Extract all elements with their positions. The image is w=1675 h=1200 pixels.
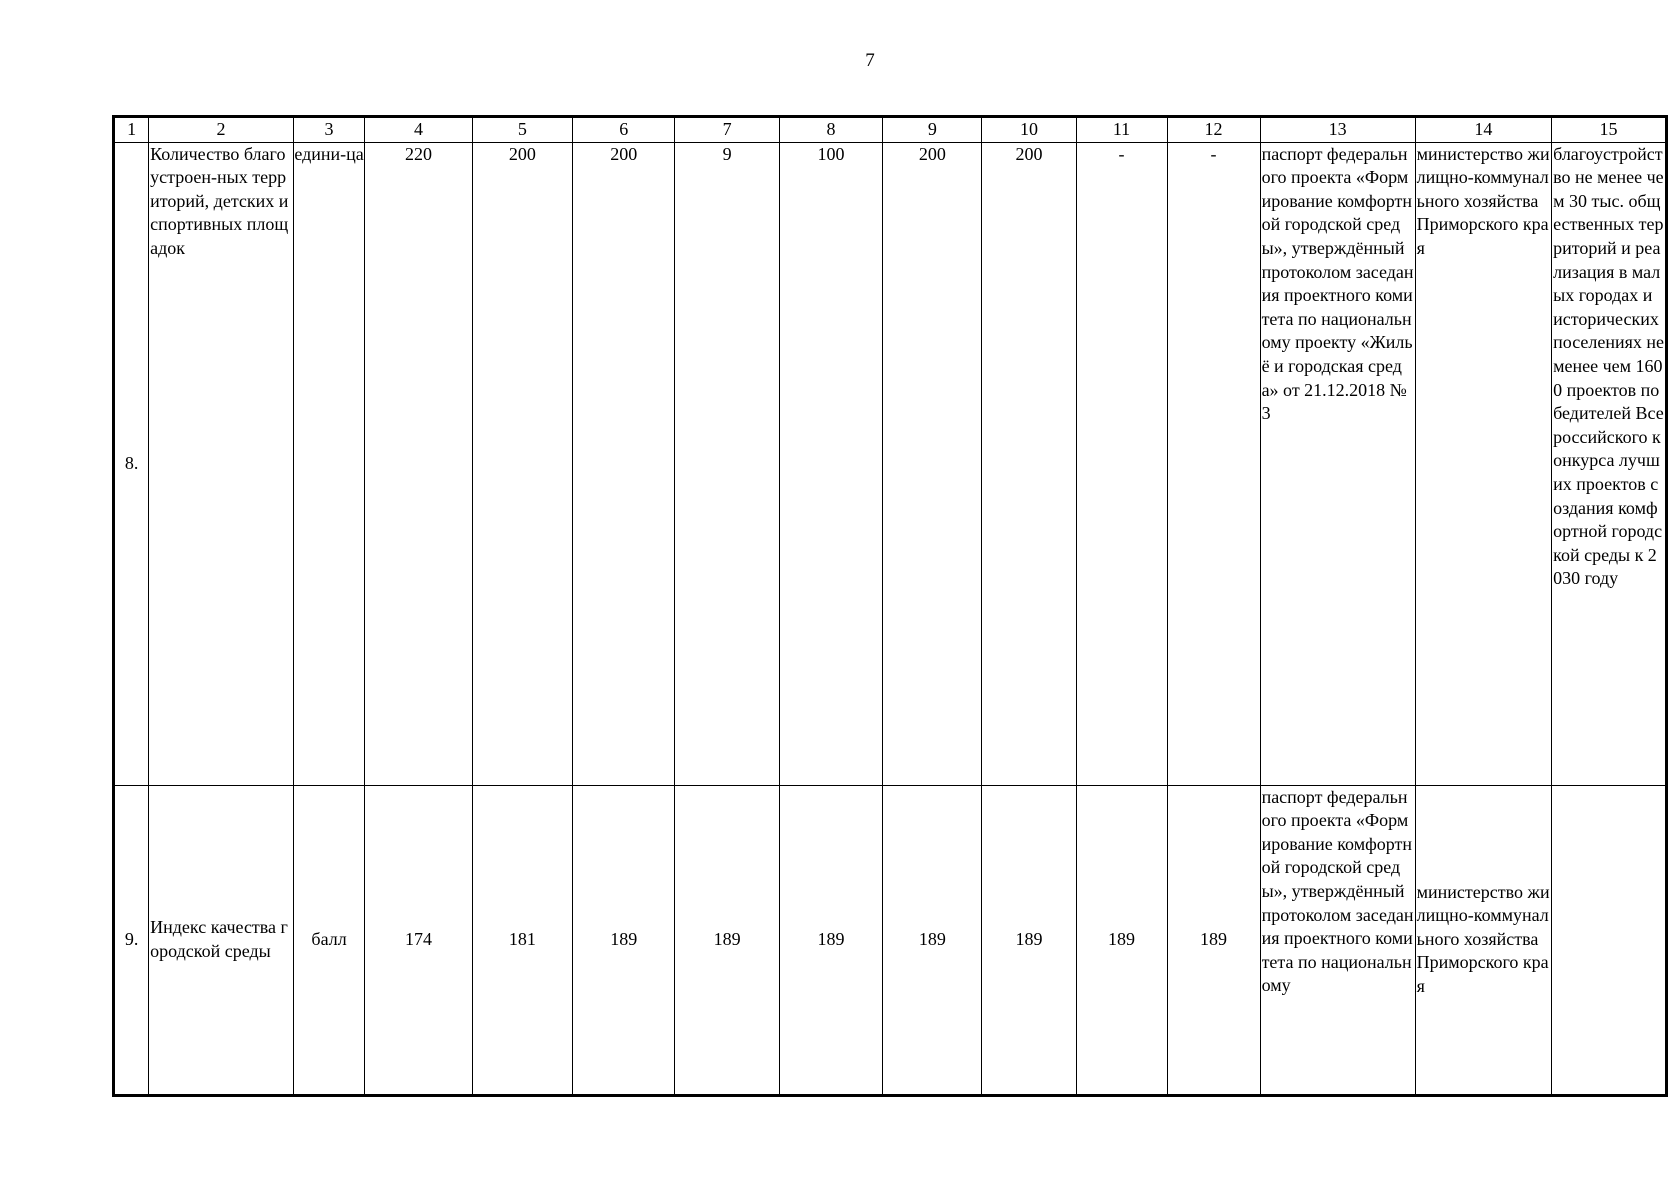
column-number-cell: 13	[1260, 117, 1415, 143]
value-cell: 189	[883, 785, 982, 1095]
row-number: 8.	[114, 142, 149, 785]
indicator-name: Количество благоустроен-ных территорий, детских и спортивных площадок	[149, 142, 294, 785]
value-cell: 200	[472, 142, 572, 785]
value-cell: 189	[1167, 785, 1260, 1095]
column-number-cell: 3	[293, 117, 364, 143]
value-cell: -	[1076, 142, 1167, 785]
value-cell: 189	[779, 785, 882, 1095]
table-row	[114, 785, 1667, 1095]
source-document-text: паспорт федерального проекта «Формирование комфортной городской среды», утверждённый протоколом заседания проектного комитета по национальному	[1261, 786, 1414, 996]
source-document-cell: паспорт федерального проекта «Формирование комфортной городской среды», утверждённый протоколом заседания проектного комитета по национальному проекту «Жильё и городская среда» от 21.12.2018 № 3	[1260, 142, 1415, 785]
responsible-body-cell: министерство жилищно-коммунального хозяйства Приморского края	[1415, 142, 1551, 785]
page-number: 7	[865, 50, 875, 71]
column-number-cell: 2	[149, 117, 294, 143]
value-cell: 189	[982, 785, 1076, 1095]
column-number-cell: 9	[883, 117, 982, 143]
value-cell: 9	[675, 142, 779, 785]
column-number-cell: 6	[573, 117, 675, 143]
column-number-cell: 11	[1076, 117, 1167, 143]
column-number-row	[114, 117, 1667, 143]
note-cell: благоустройство не менее чем 30 тыс. общественных территорий и реализация в малых городах и исторических поселениях не менее чем 1600 проектов победителей Всероссийского конкурса лучших проектов создания комфортной городской среды к 2030 году	[1552, 142, 1667, 785]
value-cell: 200	[982, 142, 1076, 785]
value-cell: 220	[365, 142, 473, 785]
unit-cell: балл	[293, 785, 364, 1095]
column-number-cell: 1	[114, 117, 149, 143]
value-cell: 189	[675, 785, 779, 1095]
column-number-cell: 12	[1167, 117, 1260, 143]
value-cell: 189	[1076, 785, 1167, 1095]
responsible-body-cell: министерство жилищно-коммунального хозяйства Приморского края	[1415, 785, 1551, 1095]
column-number-cell: 4	[365, 117, 473, 143]
indicators-table	[112, 115, 1668, 1097]
value-cell: 181	[472, 785, 572, 1095]
row-number: 9.	[114, 785, 149, 1095]
value-cell: 200	[573, 142, 675, 785]
value-cell: 174	[365, 785, 473, 1095]
indicator-name: Индекс качества городской среды	[149, 785, 294, 1095]
column-number-cell: 14	[1415, 117, 1551, 143]
column-number-cell: 8	[779, 117, 882, 143]
note-cell	[1552, 785, 1667, 1095]
column-number-cell: 7	[675, 117, 779, 143]
value-cell: 189	[573, 785, 675, 1095]
source-document-cell	[1260, 785, 1415, 1095]
value-cell: 200	[883, 142, 982, 785]
column-number-cell: 15	[1552, 117, 1667, 143]
value-cell: 100	[779, 142, 882, 785]
column-number-cell: 10	[982, 117, 1076, 143]
value-cell: -	[1167, 142, 1260, 785]
unit-cell: едини-ца	[293, 142, 364, 785]
column-number-cell: 5	[472, 117, 572, 143]
table-row	[114, 142, 1667, 785]
